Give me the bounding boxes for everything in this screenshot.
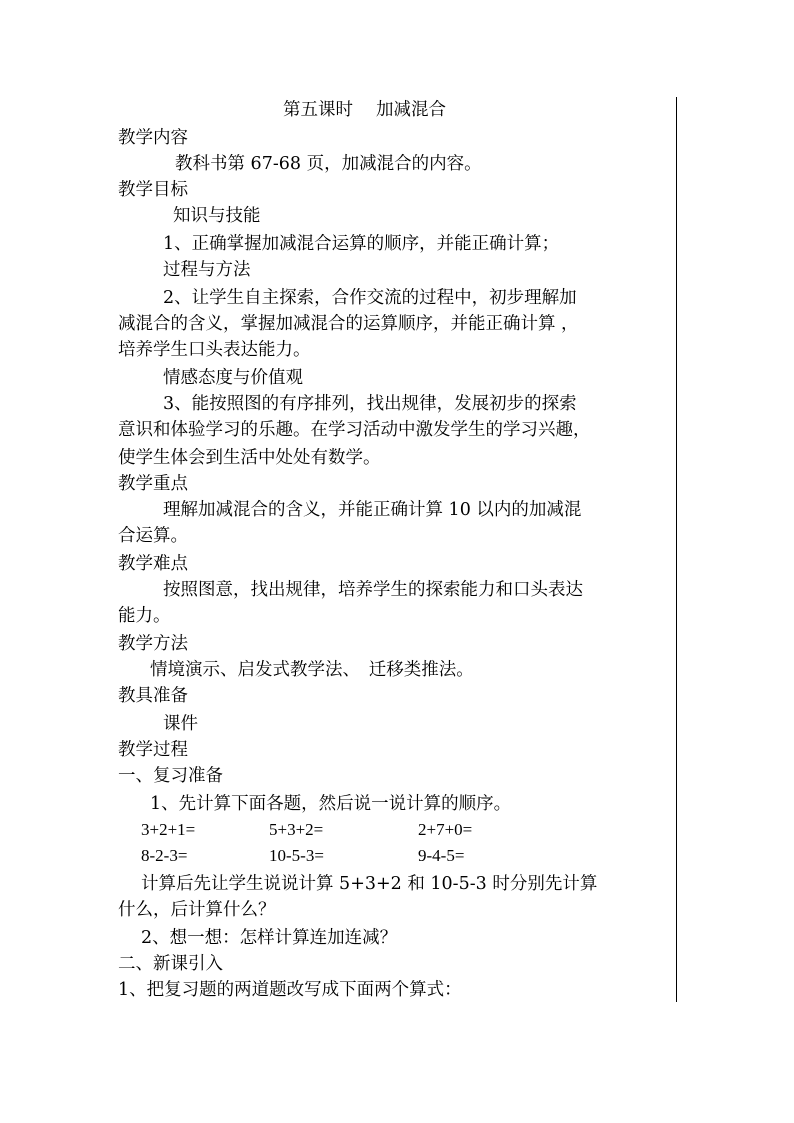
objective-item-3-line1: 3、能按照图的有序排列，找出规律，发展初步的探索: [163, 394, 577, 414]
objective-item-2-line2: 减混合的含义，掌握加减混合的运算顺序，并能正确计算 ，: [118, 314, 579, 334]
tools-text: 课件: [163, 714, 198, 734]
objective-item-3-line2: 意识和体验学习的乐趣。在学习活动中激发学生的学习兴趣，: [118, 420, 591, 440]
equation: 9-4-5=: [418, 846, 465, 865]
objective-subheading-attitude: 情感态度与价值观: [163, 368, 303, 388]
heading-methods: 教学方法: [118, 634, 188, 654]
review-followup-line1: 计算后先让学生说说计算 5+3+2 和 10-5-3 时分别先计算: [141, 874, 598, 894]
objective-item-1: 1、正确掌握加减混合运算的顺序，并能正确计算；: [163, 234, 560, 254]
equation: 10-5-3=: [269, 846, 324, 865]
heading-content: 教学内容: [118, 128, 188, 148]
equation: 8-2-3=: [141, 846, 188, 865]
right-margin-rule: [676, 97, 677, 1002]
methods-text: 情境演示、启发式教学法、 迁移类推法。: [150, 660, 474, 680]
objective-item-2-line1: 2、让学生自主探索，合作交流的过程中，初步理解加: [163, 288, 577, 308]
heading-key-points: 教学重点: [118, 474, 188, 494]
objective-item-2-line3: 培养学生口头表达能力。: [118, 340, 311, 360]
difficulties-line1: 按照图意，找出规律，培养学生的探索能力和口头表达: [163, 580, 583, 600]
equation: 2+7+0=: [418, 820, 473, 839]
key-points-line1: 理解加减混合的含义，并能正确计算 10 以内的加减混: [163, 500, 582, 520]
heading-difficulties: 教学难点: [118, 554, 188, 574]
equation: 3+2+1=: [141, 820, 196, 839]
process-part-2-heading: 二、新课引入: [118, 954, 223, 974]
heading-objectives: 教学目标: [118, 180, 188, 200]
review-followup-line2: 什么，后计算什么？: [118, 900, 276, 920]
review-question-2: 2、想一想：怎样计算连加连减？: [141, 928, 398, 948]
key-points-line2: 合运算。: [118, 526, 188, 546]
objective-subheading-process: 过程与方法: [163, 260, 251, 280]
new-lesson-item-1: 1、把复习题的两道题改写成下面两个算式：: [118, 980, 462, 1000]
equation: 5+3+2=: [269, 820, 324, 839]
process-part-1-heading: 一、复习准备: [118, 766, 223, 786]
objective-subheading-knowledge: 知识与技能: [173, 206, 261, 226]
content-text: 教科书第 67-68 页，加减混合的内容。: [175, 154, 482, 174]
difficulties-line2: 能力。: [118, 606, 171, 626]
heading-process: 教学过程: [118, 740, 188, 760]
lesson-title: 第五课时 加减混合: [283, 100, 447, 120]
objective-item-3-line3: 使学生体会到生活中处处有数学。: [118, 448, 381, 468]
review-question-1: 1、先计算下面各题，然后说一说计算的顺序。: [150, 794, 512, 814]
heading-tools: 教具准备: [118, 686, 188, 706]
